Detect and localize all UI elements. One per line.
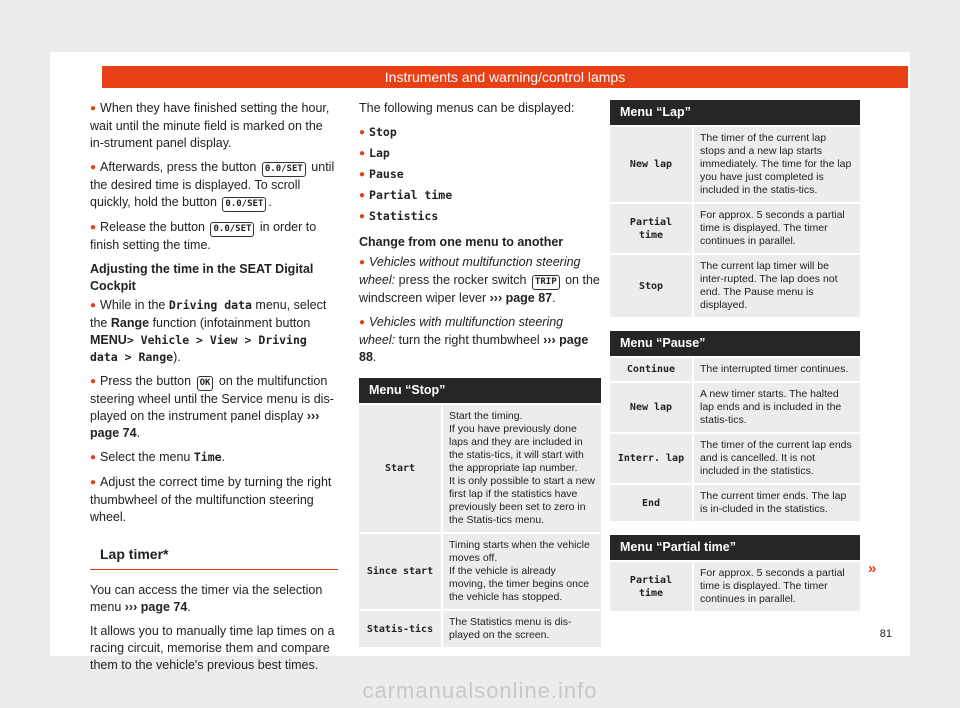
bullet-icon: ● <box>359 148 366 159</box>
row-key: Partial time <box>610 204 692 253</box>
bullet-item: ● Select the menu Time. <box>90 450 226 464</box>
bullet-item: ● Adjust the correct time by turning the right thumbwheel of the multifunction steering wheel. <box>90 475 332 524</box>
paragraph: The following menus can be displayed: <box>359 101 575 115</box>
page-reference[interactable]: ››› page 88 <box>359 333 589 364</box>
table-row <box>610 485 860 521</box>
bullet-icon: ● <box>359 257 366 268</box>
menu-list <box>359 124 601 226</box>
table-title: Menu “Stop” <box>359 378 601 403</box>
section-title: Lap timer* <box>90 546 338 570</box>
bullet-icon: ● <box>359 127 366 138</box>
table-menu-pause <box>610 331 860 523</box>
column-right <box>610 100 860 625</box>
row-description: For approx. 5 seconds a partial time is displayed. The timer continues in parallel. <box>692 204 860 253</box>
table-menu-lap <box>610 100 860 319</box>
bullet-item: ● While in the Driving data menu, select the Range function (infotainment button MENU> Vehicle > View > Driving data > Range). <box>90 298 327 364</box>
row-description: The current lap timer will be inter-rupted. The lap does not end. The Pause menu is displayed. <box>692 255 860 317</box>
table-row <box>359 405 601 532</box>
bullet-icon: ● <box>90 222 97 233</box>
menu-list-item: ● Stop <box>359 125 397 139</box>
row-key: Statis-tics <box>359 611 441 647</box>
bullet-item: ● Vehicles with multifunction steering wheel: turn the right thumbwheel ››› page 88. <box>359 315 589 364</box>
watermark: carmanualsonline.info <box>362 678 598 703</box>
paragraph: It allows you to manually time lap times on a racing circuit, memorise them and compare them to the vehicle's previous best times. <box>90 624 335 672</box>
menu-list-item: ● Partial time <box>359 188 453 202</box>
row-description: Start the timing. If you have previously done laps and they are included in the statis-tics, it will start with the appropriate lap number. It is only possible to start a new first lap if the statistics have previously been set to zero in the Statis-tics menu. <box>441 405 601 532</box>
row-key: New lap <box>610 127 692 202</box>
row-description: The current timer ends. The lap is in-cluded in the statistics. <box>692 485 860 521</box>
table-menu-partial-time <box>610 535 860 613</box>
bullet-item: ● Release the button 0.0/SET in order to finish setting the time. <box>90 220 317 252</box>
row-description: The interrupted timer continues. <box>692 358 860 381</box>
trip-key-icon: TRIP <box>532 275 560 290</box>
bullet-item: ● Press the button OK on the multifunction steering wheel until the Service menu is dis-played on the instrument panel display ››› page 74. <box>90 374 334 440</box>
table-title: Menu “Lap” <box>610 100 860 125</box>
page-reference[interactable]: ››› page 74 <box>124 600 188 614</box>
bullet-item: ● Afterwards, press the button 0.0/SET until the desired time is displayed. To scroll quickly, hold the button 0.0/SET . <box>90 159 338 212</box>
bullet-icon: ● <box>359 190 366 201</box>
page-reference[interactable]: ››› page 87 <box>489 291 553 305</box>
row-key: Since start <box>359 534 441 609</box>
page-header: Instruments and warning/control lamps <box>102 66 908 88</box>
continue-mark: » <box>868 560 877 577</box>
table-title: Menu “Pause” <box>610 331 860 356</box>
menu-list-item: ● Pause <box>359 167 404 181</box>
bullet-icon: ● <box>90 162 97 173</box>
bullet-item: ● When they have finished setting the hour, wait until the minute field is marked on the in-strument panel display. <box>90 101 330 150</box>
menu-button-icon: MENU <box>90 333 127 347</box>
row-description: The timer of the current lap stops and a new lap starts immediately. The time for the lap you have just completed is included in the statis-tics. <box>692 127 860 202</box>
table-row <box>359 611 601 647</box>
subheading: Change from one menu to another <box>359 235 564 249</box>
page-number: 81 <box>879 628 892 640</box>
bullet-icon: ● <box>359 211 366 222</box>
bullet-icon: ● <box>90 376 97 387</box>
table-row <box>359 534 601 609</box>
row-description: The Statistics menu is dis-played on the screen. <box>441 611 601 647</box>
set-key-icon: 0.0/SET <box>210 222 254 237</box>
row-key: Partial time <box>610 562 692 611</box>
table-menu-stop <box>359 378 601 649</box>
page-reference[interactable]: ››› page 74 <box>90 409 320 440</box>
column-middle <box>359 100 601 661</box>
menu-list-item: ● Statistics <box>359 209 439 223</box>
bullet-icon: ● <box>90 103 97 114</box>
bullet-icon: ● <box>359 169 366 180</box>
ok-key-icon: OK <box>197 376 214 391</box>
row-description: A new timer starts. The halted lap ends and is included in the statis-tics. <box>692 383 860 432</box>
row-key: Start <box>359 405 441 532</box>
row-key: Continue <box>610 358 692 381</box>
bullet-icon: ● <box>359 317 366 328</box>
table-row <box>610 127 860 202</box>
bullet-icon: ● <box>90 300 97 311</box>
subheading: Adjusting the time in the SEAT Digital Cockpit <box>90 262 314 293</box>
table-row <box>610 383 860 432</box>
table-row <box>610 358 860 381</box>
table-row <box>610 562 860 611</box>
manual-page <box>50 52 910 672</box>
table-row <box>610 204 860 253</box>
bullet-icon: ● <box>90 452 97 463</box>
row-key: Interr. lap <box>610 434 692 483</box>
menu-list-item: ● Lap <box>359 146 390 160</box>
table-title: Menu “Partial time” <box>610 535 860 560</box>
bullet-icon: ● <box>90 477 97 488</box>
row-key: Stop <box>610 255 692 317</box>
row-description: Timing starts when the vehicle moves off. If the vehicle is already moving, the timer begins once the vehicle has stopped. <box>441 534 601 609</box>
paragraph: You can access the timer via the selection menu ››› page 74. <box>90 583 323 614</box>
column-left <box>90 100 338 681</box>
row-key: New lap <box>610 383 692 432</box>
set-key-icon: 0.0/SET <box>262 162 306 177</box>
bullet-item: ● Vehicles without multifunction steering wheel: press the rocker switch TRIP on the windscreen wiper lever ››› page 87. <box>359 255 600 305</box>
set-key-icon: 0.0/SET <box>222 197 266 212</box>
table-row <box>610 434 860 483</box>
row-description: The timer of the current lap ends and is cancelled. It is not included in the statistics. <box>692 434 860 483</box>
row-key: End <box>610 485 692 521</box>
row-description: For approx. 5 seconds a partial time is displayed. The timer continues in parallel. <box>692 562 860 611</box>
table-row <box>610 255 860 317</box>
